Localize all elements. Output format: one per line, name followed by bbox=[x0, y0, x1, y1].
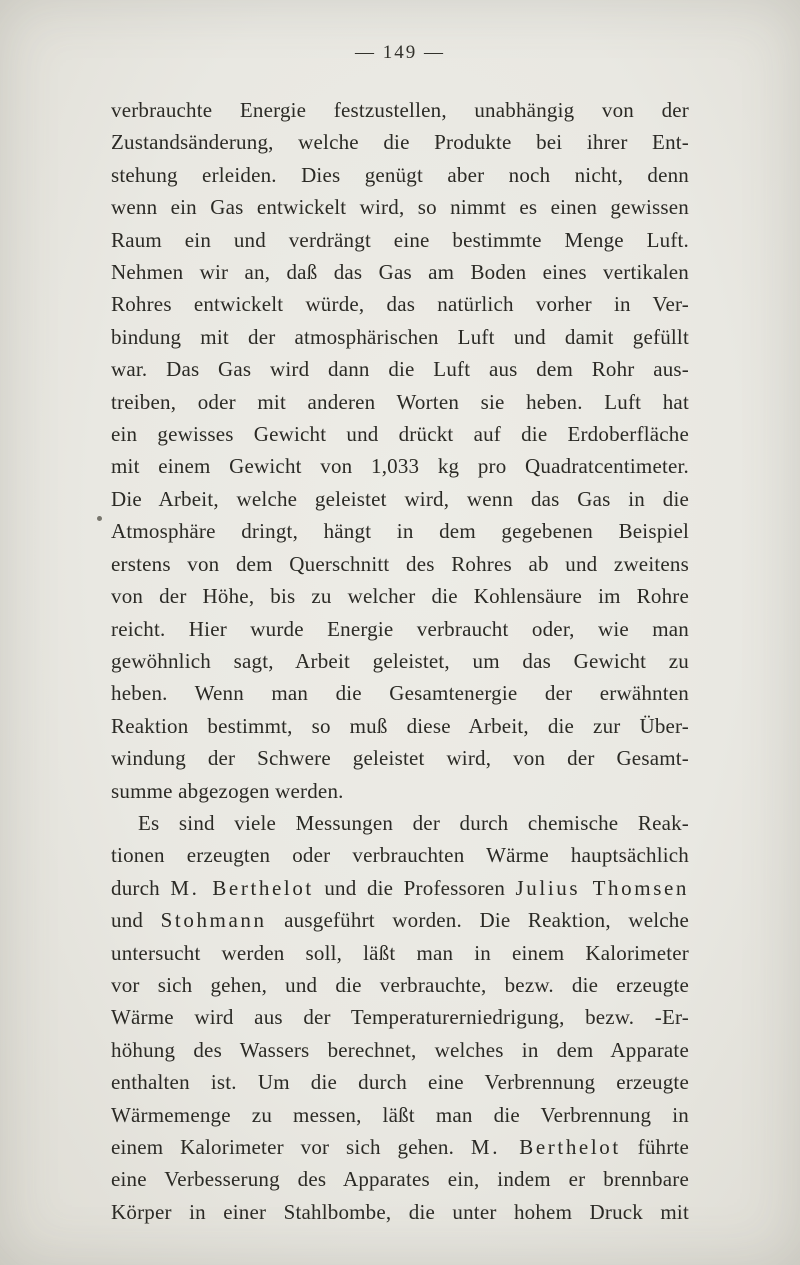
margin-speck-dot bbox=[97, 516, 102, 521]
text-line: höhung des Wassers berechnet, welches in dem Apparate bbox=[111, 1037, 689, 1062]
text-line: mit einem Gewicht von 1,033 kg pro Quadratcentimeter. bbox=[111, 454, 689, 479]
paragraph bbox=[111, 94, 689, 807]
text-line: einem Kalorimeter vor sich gehen. M. Berthelot führte bbox=[111, 1135, 689, 1159]
text-line: vor sich gehen, und die verbrauchte, bezw. die erzeugte bbox=[111, 972, 689, 997]
text-line: Raum ein und verdrängt eine bestimmte Menge Luft. bbox=[111, 227, 689, 252]
text-line: bindung mit der atmosphärischen Luft und damit gefüllt bbox=[111, 324, 689, 349]
text-line: heben. Wenn man die Gesamtenergie der erwähnten bbox=[111, 681, 689, 706]
text-line: Nehmen wir an, daß das Gas am Boden eines vertikalen bbox=[111, 260, 689, 285]
text-line: Rohres entwickelt würde, das natürlich vorher in Ver- bbox=[111, 292, 689, 317]
page-number: — 149 — bbox=[355, 42, 445, 63]
text-line: Wärmemenge zu messen, läßt man die Verbrennung in bbox=[111, 1102, 689, 1127]
text-line: erstens von dem Querschnitt des Rohres ab und zweitens bbox=[111, 551, 689, 576]
text-line: summe abgezogen werden. bbox=[111, 778, 344, 803]
text-line: wenn ein Gas entwickelt wird, so nimmt es einen gewissen bbox=[111, 195, 689, 220]
text-line: und Stohmann ausgeführt worden. Die Reaktion, welche bbox=[111, 908, 689, 933]
text-line: Körper in einer Stahlbombe, die unter hohem Druck mit bbox=[111, 1199, 689, 1224]
text-line: war. Das Gas wird dann die Luft aus dem Rohr aus- bbox=[111, 357, 689, 382]
emphasized-name: M. Berthelot bbox=[470, 1135, 621, 1159]
text-line: tionen erzeugten oder verbrauchten Wärme hauptsächlich bbox=[111, 843, 689, 868]
text-block bbox=[111, 94, 689, 1228]
text-line: von der Höhe, bis zu welcher die Kohlensäure im Rohre bbox=[111, 584, 689, 609]
emphasized-name: Julius Thomsen bbox=[515, 875, 689, 900]
text-line: Reaktion bestimmt, so muß diese Arbeit, die zur Über- bbox=[111, 713, 689, 738]
text-line: stehung erleiden. Dies genügt aber noch nicht, denn bbox=[111, 162, 689, 187]
text-line: Atmosphäre dringt, hängt in dem gegebenen Beispiel bbox=[111, 519, 689, 544]
text-line: verbrauchte Energie festzustellen, unabhängig von der bbox=[111, 98, 689, 122]
text-line: untersucht werden soll, läßt man in einem Kalorimeter bbox=[111, 940, 689, 965]
text-line: enthalten ist. Um die durch eine Verbrennung erzeugte bbox=[111, 1070, 689, 1095]
text-line: Wärme wird aus der Temperaturerniedrigung, bezw. -Er- bbox=[111, 1005, 689, 1030]
text-line: reicht. Hier wurde Energie verbraucht oder, wie man bbox=[111, 616, 689, 641]
text-line: treiben, oder mit anderen Worten sie heben. Luft hat bbox=[111, 389, 689, 414]
text-line: Die Arbeit, welche geleistet wird, wenn das Gas in die bbox=[111, 486, 689, 511]
emphasized-name: Stohmann bbox=[160, 908, 267, 933]
paragraph bbox=[111, 807, 689, 1228]
text-line: eine Verbesserung des Apparates ein, indem er brennbare bbox=[111, 1167, 689, 1192]
emphasized-name: M. Berthelot bbox=[170, 875, 314, 900]
text-line: gewöhnlich sagt, Arbeit geleistet, um das Gewicht zu bbox=[111, 648, 689, 673]
text-line: ein gewisses Gewicht und drückt auf die Erdoberfläche bbox=[111, 422, 689, 447]
text-line: Zustandsänderung, welche die Produkte bei ihrer Ent- bbox=[111, 130, 689, 155]
text-line: durch M. Berthelot und die Professoren Julius Thomsen bbox=[111, 875, 689, 900]
text-line: Es sind viele Messungen der durch chemische Reak- bbox=[138, 810, 689, 835]
text-line: windung der Schwere geleistet wird, von der Gesamt- bbox=[111, 746, 689, 771]
